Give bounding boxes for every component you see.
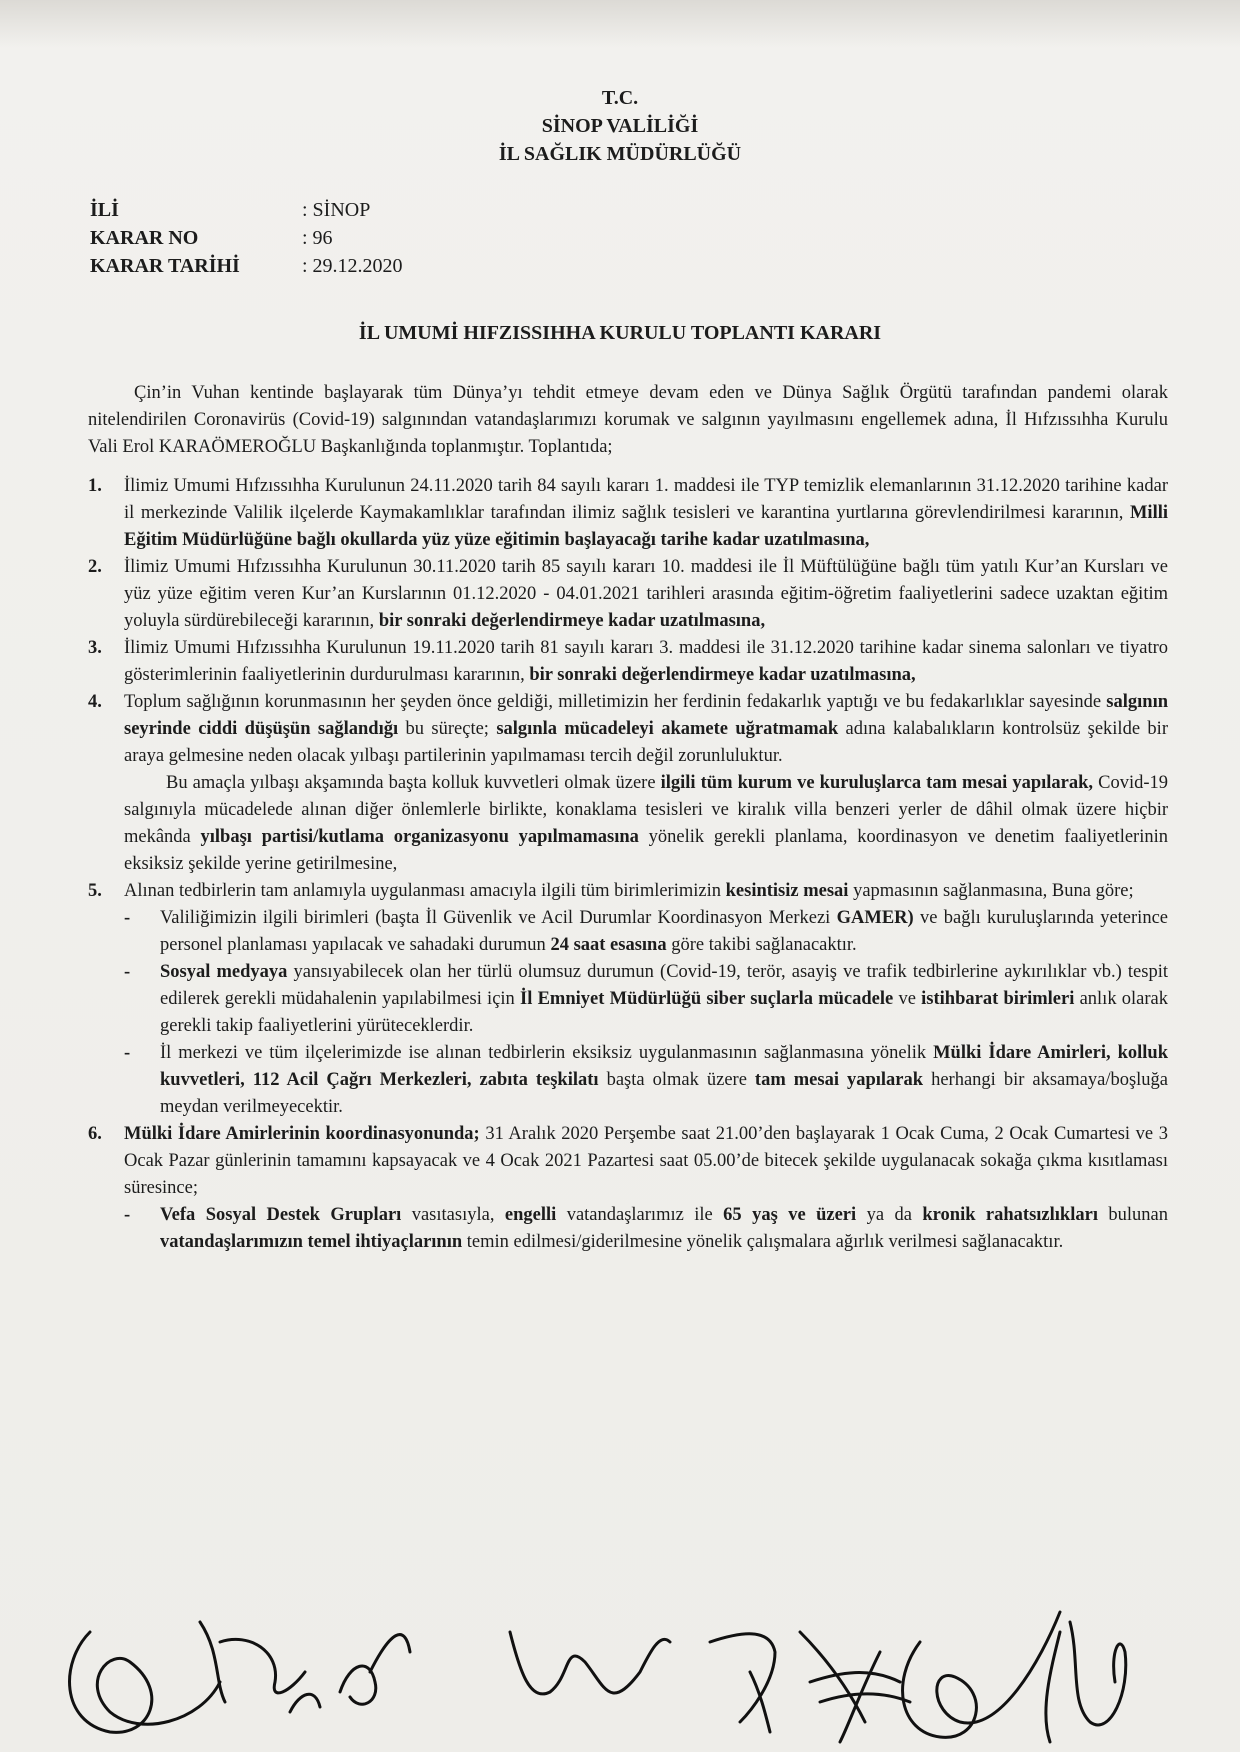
meta-key: İLİ bbox=[90, 199, 119, 221]
document-title: İL UMUMİ HIFZISSIHHA KURULU TOPLANTI KARARI bbox=[358, 322, 882, 344]
bold-run: ilgili tüm kurum ve kuruluşlarca tam mesai yapılarak, bbox=[660, 773, 1094, 793]
item-text bbox=[124, 473, 1168, 554]
bold-run: kronik rahatsızlıkları bbox=[922, 1205, 1098, 1225]
bold-run: engelli bbox=[504, 1205, 557, 1225]
bullet-text bbox=[160, 905, 1168, 959]
letterhead-line-3: İL SAĞLIK MÜDÜRLÜĞÜ bbox=[498, 143, 742, 165]
bold-run: kesintisiz mesai bbox=[725, 881, 849, 901]
text-run: İlimiz Umumi Hıfzıssıhha Kurulunun 19.11.2020 tarih 81 sayılı kararı 3. maddesi ile 31.12.2020 tarihine kadar sinema salonları ve tiyatro gösterimlerinin faaliyetlerinin durdurulması kararının, bbox=[124, 638, 1168, 685]
text-run: Valiliğimizin ilgili birimleri (başta İl Güvenlik ve Acil Durumlar Koordinasyon Merkezi bbox=[160, 908, 837, 928]
text-run: herhangi bir aksamaya/boşluğa meydan verilmeyecektir. bbox=[160, 1070, 1169, 1117]
bullet-item bbox=[124, 959, 1168, 1040]
signature-6 bbox=[800, 1632, 910, 1742]
meta-key: KARAR TARİHİ bbox=[90, 255, 240, 277]
text-run: ve bbox=[893, 989, 922, 1009]
letterhead-line-2: SİNOP VALİLİĞİ bbox=[541, 115, 699, 137]
meta-row-decision-date bbox=[90, 252, 403, 280]
bold-run: istihbarat birimleri bbox=[921, 989, 1075, 1009]
bold-run: Vefa Sosyal Destek Grupları bbox=[160, 1205, 402, 1225]
text-run: İlimiz Umumi Hıfzıssıhha Kurulunun 30.11.2020 tarih 85 sayılı kararı 10. maddesi ile İl Müftülüğüne bağlı tüm yatılı Kur’an Kursları ve yüz yüze eğitim veren Kur’an Kurslarının 01.12.2020 - 04.01.2021 tarihleri arasında eğitim-öğretim faaliyetlerini sadece uzaktan eğitim yoluyla sürdürebileceği kararının, bbox=[124, 557, 1168, 631]
text-run: ya da bbox=[856, 1205, 923, 1225]
item-number: 2. bbox=[88, 557, 102, 577]
bold-run: vatandaşlarımızın temel ihtiyaçlarının bbox=[160, 1232, 463, 1252]
item-text bbox=[124, 878, 1168, 1121]
text-run: Covid-19 salgınıyla mücadelede alınan diğer önlemlerle birlikte, konaklama tesisleri ve kiralık villa benzeri yerler de dâhil olmak üzere hiçbir mekânda bbox=[124, 773, 1169, 847]
bold-run: Mülki İdare Amirleri, kolluk kuvvetleri, 112 Acil Çağrı Merkezleri, zabıta teşkilatı bbox=[160, 1043, 1168, 1090]
item-number: 5. bbox=[88, 881, 102, 901]
intro-paragraph: Çin’in Vuhan kentinde başlayarak tüm Dünya’yı tehdit etmeye devam eden ve Dünya Sağlık Örgütü tarafından pandemi olarak nitelendirilen Coronavirüs (Covid-19) salgınından vatandaşlarımızı korumak ve salgının yayılmasını engellemek adına, İl Hıfzıssıhha Kurulu Vali Erol KARAÖMEROĞLU Başkanlığında toplanmıştır. Toplantıda; bbox=[88, 383, 1168, 457]
letterhead bbox=[0, 84, 1240, 168]
bullet-dash: - bbox=[124, 1043, 131, 1063]
text-run: temin edilmesi/giderilmesine yönelik çalışmalara ağırlık verilmesi sağlanacaktır. bbox=[462, 1232, 1064, 1252]
scan-shadow bbox=[0, 0, 1240, 48]
bold-run: 24 saat esasına bbox=[550, 935, 667, 955]
item-text bbox=[124, 554, 1168, 635]
bold-run: Sosyal medyaya bbox=[160, 962, 288, 982]
bullet-text bbox=[160, 959, 1168, 1040]
text-run: bu süreçte; bbox=[398, 719, 497, 739]
bold-run: tam mesai yapılarak bbox=[754, 1070, 924, 1090]
bullet-item bbox=[124, 1040, 1168, 1121]
bold-run: salgınla mücadeleyi akamete uğratmamak bbox=[496, 719, 839, 739]
item-paragraph bbox=[124, 878, 1168, 905]
bullet-item bbox=[124, 905, 1168, 959]
bold-run: bir sonraki değerlendirmeye kadar uzatılmasına, bbox=[529, 665, 916, 685]
signature-8 bbox=[1046, 1622, 1126, 1742]
document-body bbox=[88, 380, 1168, 1256]
text-run: ve bağlı kuruluşlarında yeterince personel planlaması yapılacak ve sahadaki durumun bbox=[160, 908, 1168, 955]
item-number: 1. bbox=[88, 476, 102, 496]
bold-run: GAMER) bbox=[836, 908, 914, 928]
meta-row-decision-no bbox=[90, 224, 403, 252]
text-run: anlık olarak gerekli takip faaliyetlerini yürüteceklerdir. bbox=[160, 989, 1169, 1036]
text-run: İl merkezi ve tüm ilçelerimizde ise alınan tedbirlerin eksiksiz uygulanmasının sağlanmasına yönelik bbox=[160, 1043, 934, 1063]
item-paragraph bbox=[124, 1121, 1168, 1202]
bullet-item bbox=[124, 1202, 1168, 1256]
text-run: Toplum sağlığının korunmasının her şeyden önce geldiği, milletimizin her ferdinin fedakarlık yaptığı ve bu fedakarlıklar sayesinde bbox=[124, 692, 1107, 712]
bold-run: 65 yaş ve üzeri bbox=[723, 1205, 857, 1225]
bold-run: yılbaşı partisi/kutlama organizasyonu yapılmamasına bbox=[200, 827, 639, 847]
text-run: yapmasının sağlanmasına, Buna göre; bbox=[848, 881, 1134, 901]
item-text bbox=[124, 635, 1168, 689]
text-run: İlimiz Umumi Hıfzıssıhha Kurulunun 24.11.2020 tarih 84 sayılı kararı 1. maddesi ile TYP temizlik elemanlarının 31.12.2020 tarihine kadar il merkezinde Valilik ilçelerde Kaymakamlıklar tarafından ilimiz sağlık tesisleri ve karantina yurtlarına görevlendirilmesi kararının, bbox=[124, 476, 1168, 523]
item-number: 3. bbox=[88, 638, 102, 658]
bold-run: İl Emniyet Müdürlüğü siber suçlarla mücadele bbox=[520, 989, 894, 1009]
signature-4 bbox=[510, 1632, 670, 1694]
bullet-text bbox=[160, 1202, 1168, 1256]
bullet-dash: - bbox=[124, 908, 131, 928]
meta-key: KARAR NO bbox=[90, 227, 199, 249]
meta-row-province bbox=[90, 196, 403, 224]
decision-item-3 bbox=[88, 635, 1168, 689]
signature-3 bbox=[340, 1635, 410, 1705]
signature-2 bbox=[200, 1622, 320, 1712]
bullet-text bbox=[160, 1040, 1168, 1121]
bullet-dash: - bbox=[124, 962, 131, 982]
bold-run: Mülki İdare Amirlerinin koordinasyonunda; bbox=[124, 1124, 480, 1144]
signature-7 bbox=[903, 1612, 1060, 1737]
signatures bbox=[50, 1572, 1200, 1752]
item-paragraph bbox=[124, 770, 1168, 878]
bullet-dash: - bbox=[124, 1205, 131, 1225]
bold-run: salgının seyrinde ciddi düşüşün sağlandığı bbox=[124, 692, 1168, 739]
bold-run: bir sonraki değerlendirmeye kadar uzatılmasına, bbox=[378, 611, 766, 631]
meta-value: : 29.12.2020 bbox=[302, 255, 403, 277]
text-run: adına kalabalıkların kontrolsüz şekilde bir araya gelmesine neden olacak yılbaşı partilerinin yapılmaması tercih değil zorunluluktur. bbox=[124, 719, 1168, 766]
text-run: başta olmak üzere bbox=[598, 1070, 755, 1090]
text-run: 31 Aralık 2020 Perşembe saat 21.00’den başlayarak 1 Ocak Cuma, 2 Ocak Cumartesi ve 3 Ocak Pazar günlerinin tamamını kapsayacak ve 4 Ocak 2021 Pazartesi saat 05.00’de bitecek şekilde uygulanacak sokağa çıkma kısıtlaması süresince; bbox=[124, 1124, 1168, 1198]
signature-5 bbox=[710, 1634, 775, 1732]
decision-item-6 bbox=[88, 1121, 1168, 1256]
item-paragraph bbox=[124, 689, 1168, 770]
text-run: yönelik gerekli planlama, koordinasyon ve denetim faaliyetlerinin eksiksiz şekilde yerine getirilmesine, bbox=[124, 827, 1168, 874]
decision-item-2 bbox=[88, 554, 1168, 635]
text-run: vatandaşlarımız ile bbox=[556, 1205, 724, 1225]
decision-item-5 bbox=[88, 878, 1168, 1121]
item-number: 6. bbox=[88, 1124, 102, 1144]
text-run: yansıyabilecek olan her türlü olumsuz durumun (Covid-19, terör, asayiş ve trafik tedbirlerine aykırılıklar vb.) tespit edilerek gerekli müdahalenin yapılabilmesi için bbox=[160, 962, 1168, 1009]
meta-value: : 96 bbox=[302, 227, 333, 249]
text-run: Bu amaçla yılbaşı akşamında başta kolluk kuvvetleri olmak üzere bbox=[166, 773, 661, 793]
text-run: Alınan tedbirlerin tam anlamıyla uygulanması amacıyla ilgili tüm birimlerimizin bbox=[124, 881, 726, 901]
item-text bbox=[124, 689, 1168, 878]
decision-item-4 bbox=[88, 689, 1168, 878]
decision-meta bbox=[90, 196, 403, 280]
decision-item-1 bbox=[88, 473, 1168, 554]
signature-1 bbox=[70, 1632, 220, 1732]
text-run: bulunan bbox=[1097, 1205, 1168, 1225]
item-text bbox=[124, 1121, 1168, 1256]
letterhead-line-1: T.C. bbox=[601, 87, 639, 109]
item-number: 4. bbox=[88, 692, 102, 712]
text-run: göre takibi sağlanacaktır. bbox=[666, 935, 857, 955]
bold-run: Milli Eğitim Müdürlüğüne bağlı okullarda yüz yüze eğitimin başlayacağı tarihe kadar uzatılmasına, bbox=[124, 503, 1168, 550]
text-run: vasıtasıyla, bbox=[401, 1205, 505, 1225]
meta-value: : SİNOP bbox=[302, 199, 371, 221]
